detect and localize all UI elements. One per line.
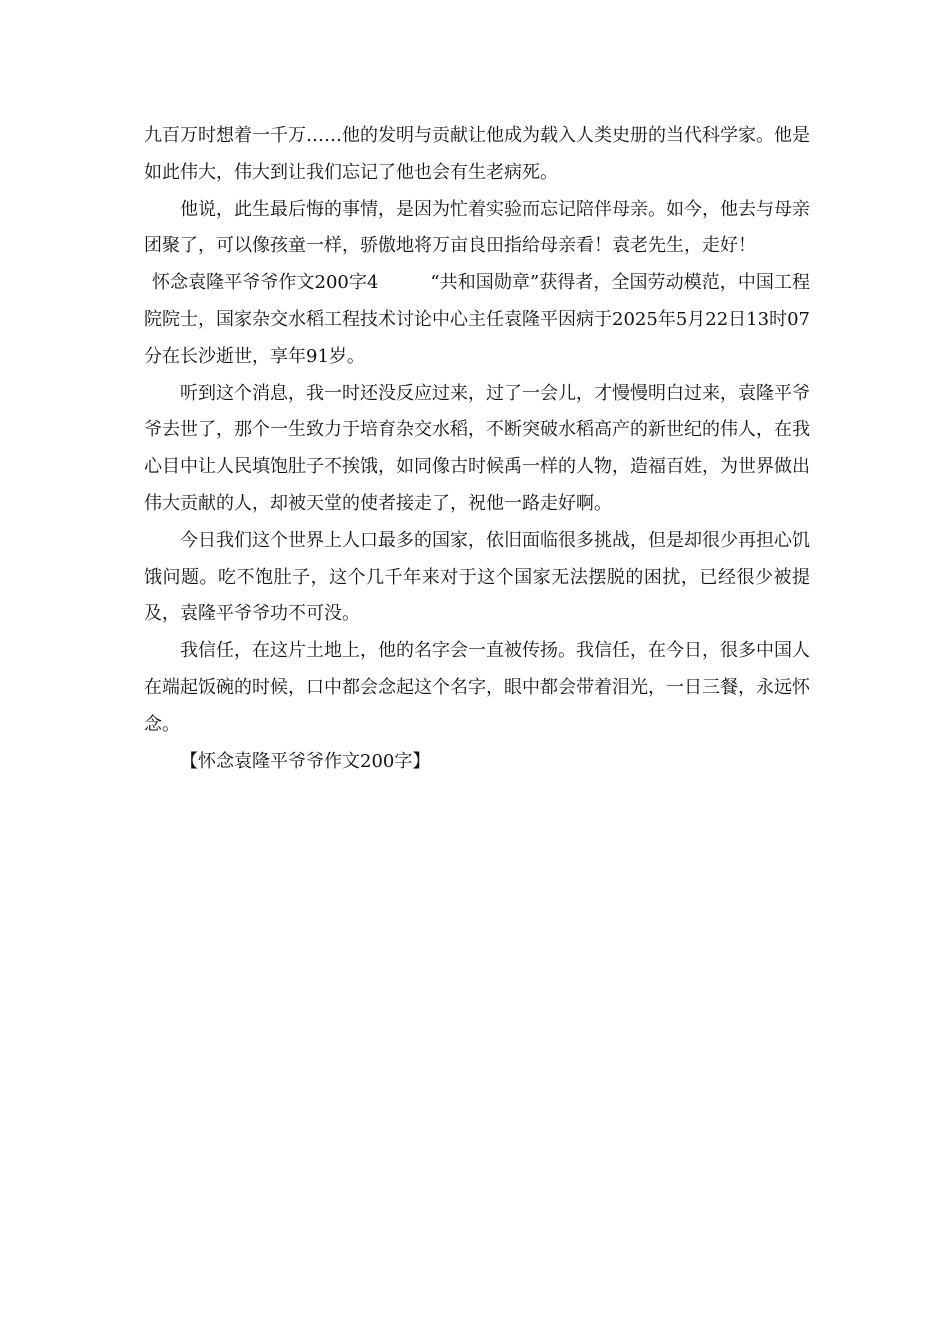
section-heading: 怀念袁隆平爷爷作文200字4 [152,272,379,294]
paragraph-2: 他说，此生最后悔的事情，是因为忙着实验而忘记陪伴母亲。如今，他去与母亲团聚了，可以像孩童一样，骄傲地将万亩良田指给母亲看！袁老先生，走好！ [144,198,810,257]
paragraph-6: 我信任，在这片土地上，他的名字会一直被传扬。我信任，在今日，很多中国人在端起饭碗的时候，口中都会念起这个名字，眼中都会带着泪光，一日三餐，永远怀念。 [144,640,810,735]
paragraph-1: 九百万时想着一千万……他的发明与贡献让他成为载入人类史册的当代科学家。他是如此伟大，伟大到让我们忘记了他也会有生老病死。 [144,125,810,183]
document-body [144,118,810,780]
paragraph-4: 听到这个消息，我一时还没反应过来，过了一会儿，才慢慢明白过来，袁隆平爷爷去世了，那个一生致力于培育杂交水稻，不断突破水稻高产的新世纪的伟人，在我心目中让人民填饱肚子不挨饿，如同像古时候禹一样的人物，造福百姓，为世界做出伟大贡献的人，却被天堂的使者接走了，祝他一路走好啊。 [144,382,810,514]
closing-title: 【怀念袁隆平爷爷作文200字】 [180,750,431,772]
section-paragraph [144,265,810,375]
paragraph-5: 今日我们这个世界上人口最多的国家，依旧面临很多挑战，但是却很少再担心饥饿问题。吃不饱肚子，这个几千年来对于这个国家无法摆脱的困扰，已经很少被提及，袁隆平爷爷功不可没。 [144,529,810,625]
section-first-text: “共和国勋章”获得者，全国劳动模范，中国工程院院士，国家杂交水稻工程技术讨论中心主任袁隆平因病于2025年5月22日13时07分在长沙逝世，享年91岁。 [144,272,810,367]
